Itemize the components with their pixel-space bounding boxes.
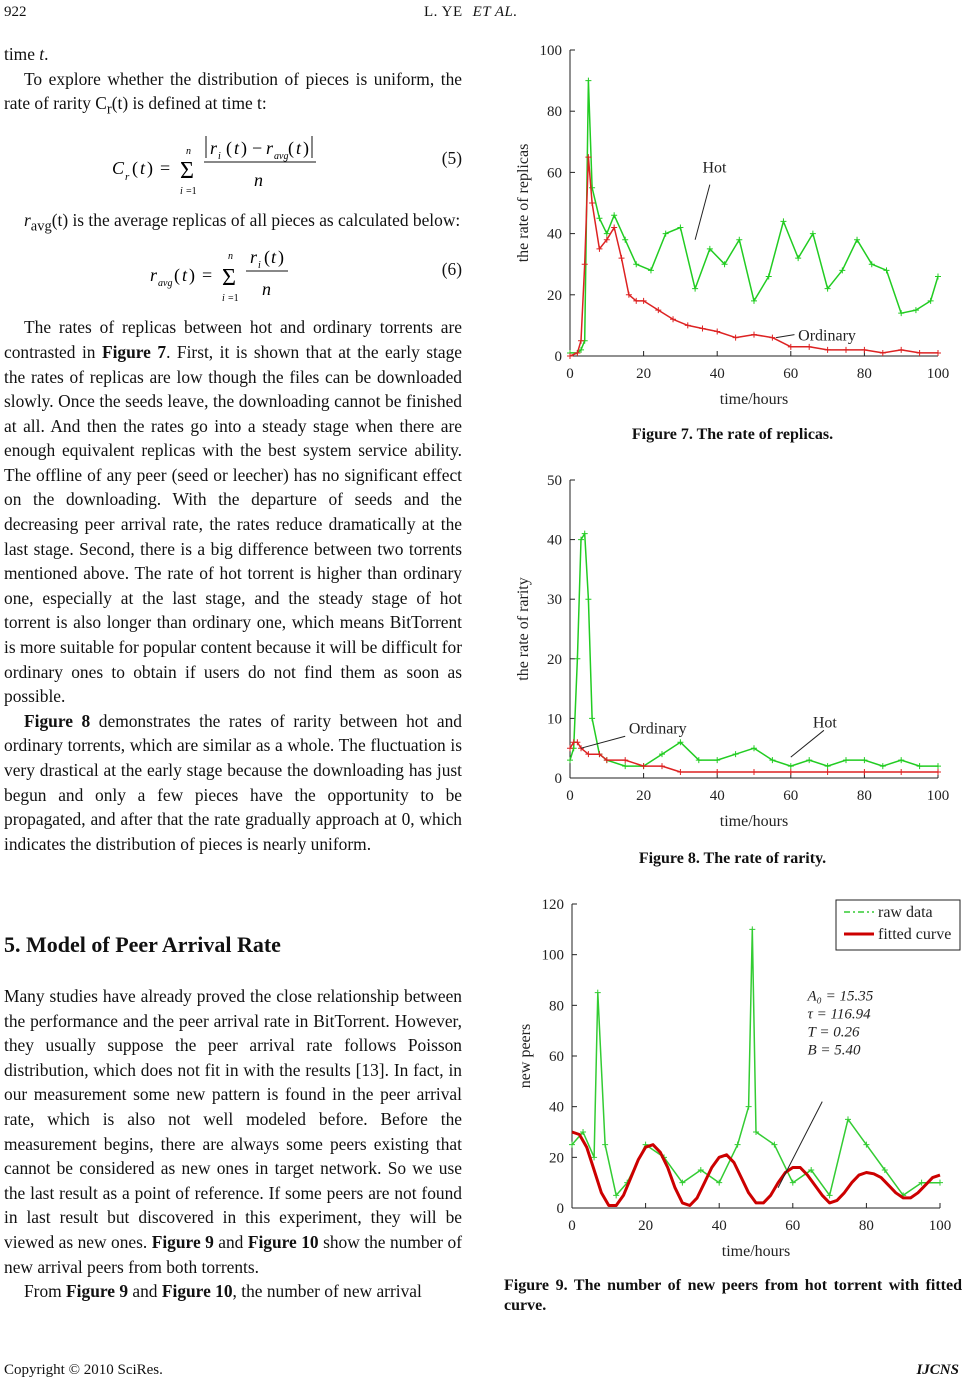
data-point: [843, 757, 849, 763]
data-point: [733, 335, 739, 341]
x-tick-label: 0: [566, 366, 574, 382]
data-point: [602, 1142, 608, 1148]
data-point: [769, 335, 775, 341]
svg-text:n: n: [228, 251, 233, 263]
legend-raw-label: raw data: [878, 904, 933, 921]
y-tick-label: 0: [556, 1201, 564, 1217]
data-point: [677, 769, 683, 775]
svg-text:r: r: [150, 265, 158, 286]
fit-parameter: τ = 116.94: [807, 1006, 871, 1023]
data-point: [935, 763, 941, 769]
fit-parameter: A₀ = 15.35: [807, 988, 874, 1005]
svg-text:C: C: [112, 158, 125, 179]
fit-parameter: B = 5.40: [807, 1042, 861, 1059]
svg-text:): ): [278, 247, 284, 268]
x-tick-label: 40: [709, 366, 725, 382]
data-point: [582, 261, 588, 267]
y-tick-label: 30: [547, 592, 562, 609]
svg-text:t: t: [234, 138, 240, 159]
x-tick-label: 0: [568, 1218, 576, 1234]
svg-text:(: (: [132, 158, 138, 179]
data-point: [788, 763, 794, 769]
y-tick-label: 40: [549, 1099, 564, 1116]
svg-text:Σ: Σ: [222, 265, 236, 292]
svg-text:−: −: [252, 138, 263, 159]
data-point: [567, 757, 573, 763]
data-point: [685, 322, 691, 328]
annotation-hot: Hot: [812, 714, 837, 732]
figure-7-ref[interactable]: Figure 7: [101, 341, 167, 362]
svg-text:avg: avg: [274, 151, 289, 163]
y-tick-label: 100: [541, 947, 564, 964]
data-point: [663, 231, 669, 237]
data-point: [677, 224, 683, 230]
data-point: [898, 769, 904, 775]
data-point: [880, 763, 886, 769]
data-point: [622, 237, 628, 243]
svg-text:avg: avg: [158, 278, 173, 290]
data-point: [917, 350, 923, 356]
equation-5: [4, 122, 462, 208]
data-point: [898, 347, 904, 353]
x-tick-label: 60: [783, 788, 799, 804]
paragraph-7: From Figure 9 and Figure 10, the number of new arrival: [24, 1281, 422, 1302]
svg-text:): ): [189, 265, 195, 286]
y-tick-label: 20: [547, 287, 562, 304]
svg-text:(: (: [264, 247, 270, 268]
svg-text:): ): [303, 138, 309, 159]
data-point: [861, 769, 867, 775]
series-line-raw-data: [572, 929, 940, 1195]
data-point: [714, 329, 720, 335]
figure-7-chart: [500, 36, 960, 416]
data-point: [648, 267, 654, 273]
data-point: [659, 763, 665, 769]
data-point: [735, 1142, 741, 1148]
annotation-hot-arrow: [695, 185, 710, 240]
x-tick-label: 60: [783, 366, 799, 382]
svg-text:i: i: [218, 151, 221, 163]
x-tick-label: 80: [856, 366, 872, 382]
y-tick-label: 0: [554, 349, 562, 365]
y-tick-label: 80: [549, 998, 564, 1015]
footer-copyright: Copyright © 2010 SciRes.: [4, 1362, 163, 1378]
svg-text:t: t: [182, 265, 188, 286]
x-tick-label: 100: [926, 788, 950, 804]
svg-text:): ): [241, 138, 247, 159]
y-tick-label: 20: [549, 1150, 564, 1167]
svg-text:=1: =1: [186, 186, 197, 198]
data-point: [585, 78, 591, 84]
x-tick-label: 100: [928, 1218, 952, 1234]
y-axis-label: the rate of replicas: [515, 143, 532, 263]
data-point: [751, 332, 757, 338]
svg-text:(: (: [174, 265, 180, 286]
paragraph-2: To explore whether the distribution of pieces is uniform, the rate of rarity $C_r(t)$ is defined at time t:: [4, 68, 462, 118]
series-line-ordinary: [570, 157, 938, 356]
x-tick-label: 40: [709, 788, 725, 804]
figure-10-ref[interactable]: Figure 10: [247, 1231, 319, 1252]
y-tick-label: 10: [547, 711, 562, 728]
x-tick-label: 20: [638, 1218, 654, 1234]
data-point: [806, 757, 812, 763]
svg-text:(: (: [226, 138, 232, 159]
data-point: [622, 757, 628, 763]
svg-text:i: i: [222, 293, 225, 305]
data-point: [861, 347, 867, 353]
figure-9-caption: Figure 9. The number of new peers from hot torrent with fitted curve.: [504, 1277, 962, 1314]
y-tick-label: 20: [547, 651, 562, 668]
svg-text:Σ: Σ: [180, 158, 194, 185]
series-line-hot: [570, 81, 938, 353]
svg-text:i: i: [258, 260, 261, 272]
data-point: [585, 596, 591, 602]
data-point: [733, 751, 739, 757]
series-line-hot: [570, 534, 938, 767]
svg-text:r: r: [266, 138, 274, 159]
equation-6-formula: [4, 239, 404, 313]
figure-8-chart: [500, 466, 960, 836]
equation-6-number: (6): [441, 259, 462, 280]
y-axis-label: new peers: [517, 1023, 534, 1089]
running-title-etal: ET AL.: [472, 4, 518, 20]
svg-text:i: i: [180, 186, 183, 198]
data-point: [843, 347, 849, 353]
legend-fitted-label: fitted curve: [878, 926, 952, 943]
plot-area: [570, 50, 938, 356]
paragraph-4: The rates of replicas between hot and ordinary torrents are contrasted in Figure 7. First, it is shown that at the early stage the rates of replicas are low though the files can be downloaded slowly. Once the seeds leave, the downloading cannot be finished at all. And then the rates go into a steady stage when there are enough equivalent replicas with the best system service ability. The offline of any peer (seed or leecher) has no significant effect on the downloading. With the departure of seeds and the decreasing peer arrival rate, the rates reduce dramatically at the last stage. Second, there is a big difference between two torrents mentioned above. The rate of hot torrent is higher than ordinary one, especially at the last stage, and the steady stage of hot torrent is also longer than ordinary one, which means BitTorrent is more suitable for popular content because it will be difficult for ordinary ones to obtain if users do not find them as soon as possible.: [4, 317, 462, 707]
page-number: 922: [4, 4, 27, 20]
svg-text:t: t: [140, 158, 146, 179]
data-point: [937, 1180, 943, 1186]
data-point: [883, 267, 889, 273]
data-point: [788, 769, 794, 775]
figure-7-caption: Figure 7. The rate of replicas.: [631, 426, 834, 443]
data-point: [898, 757, 904, 763]
section-heading: 5. Model of Peer Arrival Rate: [4, 932, 281, 957]
figure-9-chart: [500, 890, 965, 1270]
y-tick-label: 80: [547, 104, 562, 121]
data-point: [574, 656, 580, 662]
svg-text:=1: =1: [228, 293, 239, 305]
annotation-hot: Hot: [702, 159, 727, 177]
y-axis-label: the rate of rarity: [515, 577, 532, 681]
data-point: [935, 273, 941, 279]
figure-10-ref-2[interactable]: Figure 10: [161, 1281, 233, 1302]
svg-text:n: n: [186, 146, 191, 158]
data-point: [619, 255, 625, 261]
data-point: [751, 769, 757, 775]
left-column: [4, 42, 462, 856]
data-point: [780, 218, 786, 224]
svg-text:r: r: [250, 247, 258, 268]
data-point: [633, 261, 639, 267]
annotation-ordinary: Ordinary: [628, 720, 687, 738]
paragraph-3: $r_{avg}(t)$ is the average replicas of all pieces as calculated below:: [24, 210, 461, 235]
y-tick-label: 120: [541, 897, 564, 913]
data-point: [622, 763, 628, 769]
x-axis-label: time/hours: [719, 391, 789, 408]
data-point: [825, 769, 831, 775]
svg-text:n: n: [254, 170, 263, 191]
footer-journal: IJCNS: [916, 1362, 959, 1378]
plot-area: [570, 480, 938, 778]
x-tick-label: 20: [636, 788, 652, 804]
data-point: [917, 763, 923, 769]
figure-9-ref[interactable]: Figure 9: [151, 1231, 214, 1252]
running-header: [0, 0, 965, 30]
svg-text:): ): [147, 158, 153, 179]
running-title-authors: L. YE: [424, 4, 463, 20]
data-point: [935, 769, 941, 775]
svg-text:t: t: [296, 138, 302, 159]
svg-text:r: r: [125, 171, 130, 184]
x-tick-label: 0: [566, 788, 574, 804]
data-point: [825, 763, 831, 769]
paragraph-5: Figure 8 demonstrates the rates of rarity between hot and ordinary torrents, which are similar as a whole. The fluctuation is very drastical at the early stage because the downloading has just begun and only a few pieces have the opportunity to be propagated, and after that the rate gradually approach at 0, which indicates the distribution of pieces is nearly uniform.: [4, 710, 462, 854]
y-tick-label: 60: [549, 1049, 564, 1065]
equation-5-formula: [4, 122, 404, 208]
svg-text:(: (: [288, 138, 294, 159]
fit-parameter: T = 0.26: [807, 1024, 860, 1041]
svg-text:=: =: [160, 158, 171, 179]
y-tick-label: 40: [547, 226, 562, 243]
figure-9-ref-2[interactable]: Figure 9: [66, 1281, 129, 1302]
equation-6: [4, 239, 462, 313]
x-tick-label: 60: [785, 1218, 801, 1234]
y-tick-label: 50: [547, 473, 562, 489]
x-axis-label: time/hours: [721, 1243, 791, 1260]
data-point: [567, 353, 573, 359]
data-point: [589, 200, 595, 206]
y-tick-label: 40: [547, 532, 562, 549]
y-tick-label: 0: [554, 771, 562, 787]
x-tick-label: 100: [926, 366, 950, 382]
annotation-hot-arrow: [791, 730, 824, 757]
data-point: [595, 990, 601, 996]
data-point: [699, 325, 705, 331]
left-column-section-5: [4, 984, 462, 1304]
data-point: [806, 344, 812, 350]
equation-5-number: (5): [441, 148, 462, 169]
data-point: [935, 350, 941, 356]
annotation-ordinary-arrow: [581, 736, 625, 748]
svg-text:t: t: [271, 247, 277, 268]
data-point: [880, 350, 886, 356]
paragraph-1: time t.: [4, 44, 49, 64]
data-point: [749, 926, 755, 932]
figure-8-ref[interactable]: Figure 8: [24, 710, 91, 731]
data-point: [746, 1104, 752, 1110]
data-point: [788, 344, 794, 350]
data-point: [861, 757, 867, 763]
data-point: [714, 769, 720, 775]
x-tick-label: 80: [856, 788, 872, 804]
y-tick-label: 60: [547, 165, 562, 182]
data-point: [611, 224, 617, 230]
data-point: [596, 215, 602, 221]
data-point: [714, 757, 720, 763]
paragraph-6: Many studies have already proved the close relationship between the performance and the peer arrival rate in BitTorrent. However, they usually suppose the peer arrival rate follows Poisson distribution, which does not fit in with the results [13]. In fact, in our measurement some new pattern is found in the peer arrival rate, which is also not well modeled before. Before the measurement begins, there are always some peers existing that cannot be considered as new ones in target network. So we use the last result as a point of reference. If some peers are not found in last result but discovered in this experiment, they will be viewed as new ones. Figure 9 and Figure 10 show the number of new arrival peers from both torrents.: [4, 986, 462, 1277]
data-point: [611, 212, 617, 218]
data-point: [898, 310, 904, 316]
svg-text:r: r: [210, 138, 218, 159]
data-point: [692, 286, 698, 292]
annotation-ordinary-arrow: [776, 335, 794, 338]
x-tick-label: 80: [858, 1218, 874, 1234]
running-title: [424, 4, 518, 21]
x-axis-label: time/hours: [719, 813, 789, 830]
data-point: [825, 347, 831, 353]
svg-text:=: =: [202, 265, 213, 286]
annotation-ordinary: Ordinary: [798, 327, 856, 345]
data-point: [589, 715, 595, 721]
svg-text:n: n: [262, 279, 271, 300]
x-tick-label: 40: [711, 1218, 727, 1234]
figure-8-caption: Figure 8. The rate of rarity.: [638, 850, 827, 867]
x-tick-label: 20: [636, 366, 652, 382]
y-tick-label: 100: [539, 43, 562, 59]
